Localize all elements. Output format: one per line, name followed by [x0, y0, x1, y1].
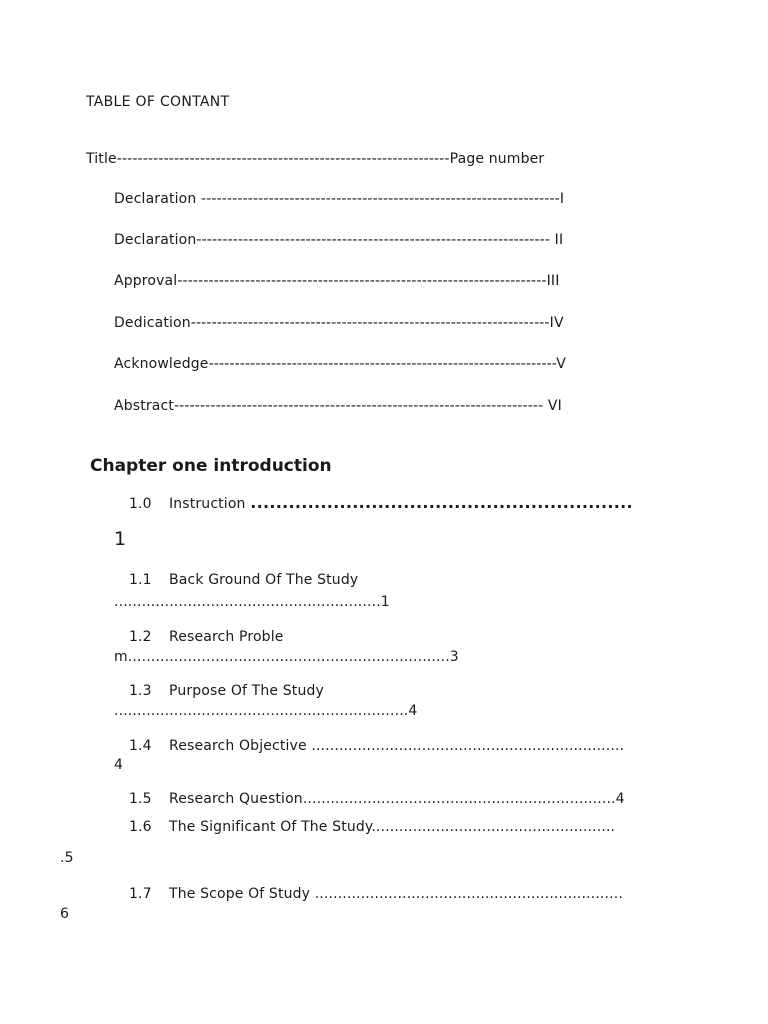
- section-title: The Scope Of Study ...................................................................: [169, 886, 623, 902]
- section-title: Back Ground Of The Study: [169, 572, 359, 588]
- section-number: 1.0: [129, 496, 152, 512]
- section-number: 1.5: [129, 791, 152, 807]
- section-number: 1.7: [129, 886, 152, 902]
- chapter-title: Chapter one introduction: [90, 456, 332, 476]
- front-matter-abstract: Abstract----------------------------------------------------------------------- VI: [114, 398, 562, 414]
- section-title: Research Proble: [169, 629, 284, 645]
- section-number: 1.4: [129, 738, 152, 754]
- section-1-0: [129, 492, 633, 515]
- section-title: Instruction: [169, 496, 246, 512]
- front-matter-dedication: Dedication---------------------------------------------------------------------IV: [114, 315, 564, 331]
- section-number: 1.2: [129, 629, 152, 645]
- front-matter-declaration-2: Declaration-------------------------------------------------------------------- II: [114, 232, 564, 248]
- section-1-4: [129, 737, 624, 755]
- section-title: The Significant Of The Study.....................................................: [169, 819, 616, 835]
- section-1-0-page: 1: [114, 528, 127, 550]
- front-matter-acknowledge: Acknowledge-------------------------------------------------------------------V: [114, 356, 566, 372]
- toc-header-line: Title----------------------------------------------------------------Page number: [86, 151, 545, 167]
- section-1-2: [129, 628, 284, 646]
- section-number: 1.3: [129, 683, 152, 699]
- section-1-4-continuation: 4: [114, 757, 124, 773]
- section-1-6-continuation: .5: [60, 850, 74, 866]
- front-matter-approval: Approval-----------------------------------------------------------------------III: [114, 273, 560, 289]
- section-1-3-continuation: ................................................................4: [114, 703, 418, 719]
- section-number: 1.1: [129, 572, 152, 588]
- section-title: Purpose Of The Study: [169, 683, 324, 699]
- front-matter-declaration-1: Declaration ---------------------------------------------------------------------I: [114, 191, 565, 207]
- section-1-1-continuation: ..........................................................1: [114, 594, 390, 610]
- section-1-7: [129, 885, 623, 903]
- toc-title: TABLE OF CONTANT: [86, 94, 230, 110]
- section-number: 1.6: [129, 819, 152, 835]
- section-1-7-continuation: 6: [60, 906, 70, 922]
- section-title: Research Objective ....................................................................: [169, 738, 625, 754]
- section-1-6: [129, 818, 615, 836]
- section-1-2-continuation: m......................................................................3: [114, 649, 459, 665]
- section-title: Research Question....................................................................4: [169, 791, 625, 807]
- section-1-5: [129, 790, 625, 808]
- section-1-3: [129, 682, 324, 700]
- section-leader-dots: ............................................................: [250, 493, 633, 512]
- section-1-1: [129, 571, 358, 589]
